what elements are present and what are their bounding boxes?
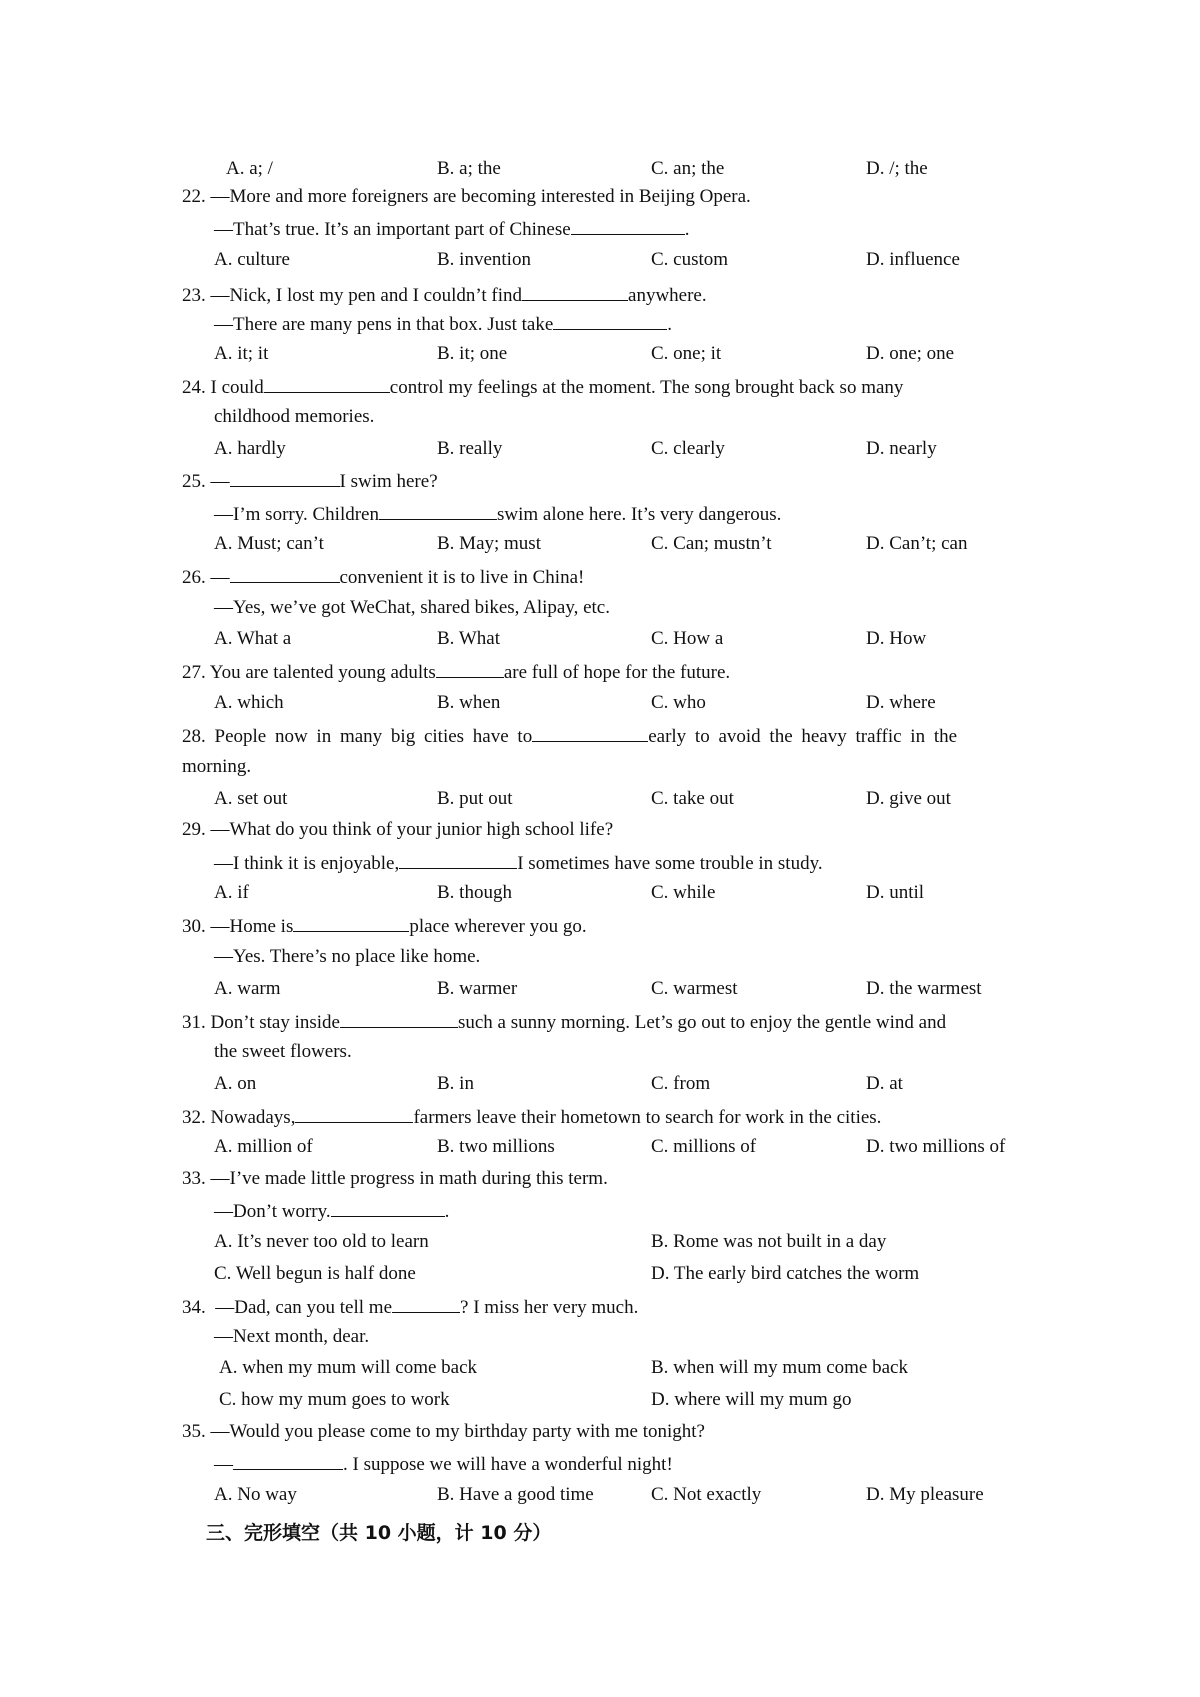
q34-option-b: B. when will my mum come back [651,1357,908,1378]
q26-option-d: D. How [866,628,927,649]
q30-option-a: A. warm [214,978,281,999]
q28-option-a: A. set out [214,788,288,809]
q30-options [214,977,1054,1001]
q27-option-c: C. who [651,692,706,713]
q24-stem-cont: childhood memories. [214,406,375,427]
q22-options [214,248,1054,272]
q21-options [226,157,1066,181]
q25-option-d: D. Can’t; can [866,533,968,554]
q25-stem: 25. — I swim here? [182,468,438,494]
q32-options [214,1135,1054,1159]
q27-option-d: D. where [866,692,936,713]
q24-option-b: B. really [437,438,503,459]
q22-blank [571,216,685,235]
q35-reply: — . I suppose we will have a wonderful night! [214,1451,673,1477]
q30-option-b: B. warmer [437,978,518,999]
q21-option-a: A. a; / [226,158,273,179]
q29-option-d: D. until [866,882,925,903]
q34-option-a: A. when my mum will come back [219,1357,478,1378]
q26-reply: —Yes, we’ve got WeChat, shared bikes, Alipay, etc. [214,597,610,618]
q31-stem-cont: the sweet flowers. [214,1041,352,1062]
q34-options-row1 [219,1356,1059,1380]
q22-reply: —That’s true. It’s an important part of Chinese . [214,216,689,242]
q33-options-row1 [214,1230,1054,1254]
q25-blank-2 [379,501,497,520]
q35-options [214,1483,1054,1507]
q31-blank [340,1009,458,1028]
q35-option-b: B. Have a good time [437,1484,594,1505]
q24-stem: 24. I could control my feelings at the moment. The song brought back so many [182,374,903,400]
q27-stem: 27. You are talented young adults are full of hope for the future. [182,659,730,685]
q26-blank [230,564,340,583]
q22-option-b: B. invention [437,249,531,270]
q35-stem: 35. —Would you please come to my birthday party with me tonight? [182,1421,705,1442]
q21-option-b: B. a; the [437,158,501,179]
q28-stem: 28. People now in many big cities have to early to avoid the heavy traffic in the [182,723,957,749]
q22-option-d: D. influence [866,249,960,270]
q32-option-a: A. million of [214,1136,313,1157]
q33-reply: —Don’t worry. . [214,1198,449,1224]
q26-option-a: A. What a [214,628,292,649]
q29-option-a: A. if [214,882,249,903]
q35-option-d: D. My pleasure [866,1484,984,1505]
q28-options [214,787,1054,811]
q24-option-c: C. clearly [651,438,725,459]
q31-option-c: C. from [651,1073,711,1094]
q21-option-c: C. an; the [651,158,725,179]
section-3-heading: 三、完形填空（共 10 小题，计 10 分） [206,1522,552,1544]
q29-option-c: C. while [651,882,716,903]
q34-option-d: D. where will my mum go [651,1389,852,1410]
q30-option-c: C. warmest [651,978,738,999]
q33-blank [331,1198,445,1217]
q35-option-a: A. No way [214,1484,297,1505]
q25-options [214,532,1054,556]
q22-option-a: A. culture [214,249,290,270]
q26-option-b: B. What [437,628,500,649]
q23-option-a: A. it; it [214,343,269,364]
q29-stem: 29. —What do you think of your junior high school life? [182,819,614,840]
q31-option-b: B. in [437,1073,474,1094]
q28-blank [532,723,648,742]
q35-option-c: C. Not exactly [651,1484,762,1505]
q23-option-b: B. it; one [437,343,508,364]
q24-options [214,437,1054,461]
q27-options [214,691,1054,715]
q33-option-c: C. Well begun is half done [214,1263,416,1284]
q33-option-a: A. It’s never too old to learn [214,1231,429,1252]
q26-options [214,627,1054,651]
q24-option-a: A. hardly [214,438,286,459]
q32-option-b: B. two millions [437,1136,555,1157]
q29-blank [399,850,517,869]
q27-option-b: B. when [437,692,501,713]
q29-options [214,881,1054,905]
q27-option-a: A. which [214,692,284,713]
q24-blank [264,374,390,393]
q23-stem: 23. —Nick, I lost my pen and I couldn’t find anywhere. [182,282,707,308]
q23-blank-1 [522,282,628,301]
q25-reply: —I’m sorry. Children swim alone here. It’s very dangerous. [214,501,781,527]
q33-option-b: B. Rome was not built in a day [651,1231,887,1252]
q33-stem: 33. —I’ve made little progress in math during this term. [182,1168,608,1189]
q23-blank-2 [553,311,667,330]
q34-option-c: C. how my mum goes to work [219,1389,450,1410]
q23-option-d: D. one; one [866,343,955,364]
q25-blank-1 [230,468,340,487]
q32-blank [295,1104,413,1123]
q34-blank [392,1294,460,1313]
q30-option-d: D. the warmest [866,978,982,999]
q25-option-c: C. Can; mustn’t [651,533,772,554]
q23-options [214,342,1054,366]
q35-blank [233,1451,343,1470]
q28-stem-cont: morning. [182,756,252,777]
q31-option-a: A. on [214,1073,257,1094]
q30-reply: —Yes. There’s no place like home. [214,946,481,967]
q34-reply: —Next month, dear. [214,1326,370,1347]
q23-reply: —There are many pens in that box. Just take . [214,311,672,337]
q22-stem: 22. —More and more foreigners are becoming interested in Beijing Opera. [182,186,751,207]
q28-option-c: C. take out [651,788,734,809]
q30-blank [293,913,409,932]
q26-stem: 26. — convenient it is to live in China! [182,564,584,590]
q31-stem: 31. Don’t stay inside such a sunny morning. Let’s go out to enjoy the gentle wind and [182,1009,946,1035]
q25-option-b: B. May; must [437,533,541,554]
q26-option-c: C. How a [651,628,724,649]
q32-stem: 32. Nowadays, farmers leave their hometown to search for work in the cities. [182,1104,881,1130]
q24-option-d: D. nearly [866,438,937,459]
q21-option-d: D. /; the [866,158,928,179]
q22-option-c: C. custom [651,249,729,270]
q31-options [214,1072,1054,1096]
q33-options-row2 [214,1262,1054,1286]
q29-reply: —I think it is enjoyable, I sometimes have some trouble in study. [214,850,823,876]
q32-option-d: D. two millions of [866,1136,1006,1157]
q34-stem: 34. —Dad, can you tell me ? I miss her very much. [182,1294,638,1320]
q34-options-row2 [219,1388,1059,1412]
q28-option-d: D. give out [866,788,951,809]
q28-option-b: B. put out [437,788,513,809]
q33-option-d: D. The early bird catches the worm [651,1263,920,1284]
q31-option-d: D. at [866,1073,903,1094]
q32-option-c: C. millions of [651,1136,757,1157]
q29-option-b: B. though [437,882,512,903]
q30-stem: 30. —Home is place wherever you go. [182,913,587,939]
q23-option-c: C. one; it [651,343,722,364]
q27-blank [436,659,504,678]
q25-option-a: A. Must; can’t [214,533,324,554]
